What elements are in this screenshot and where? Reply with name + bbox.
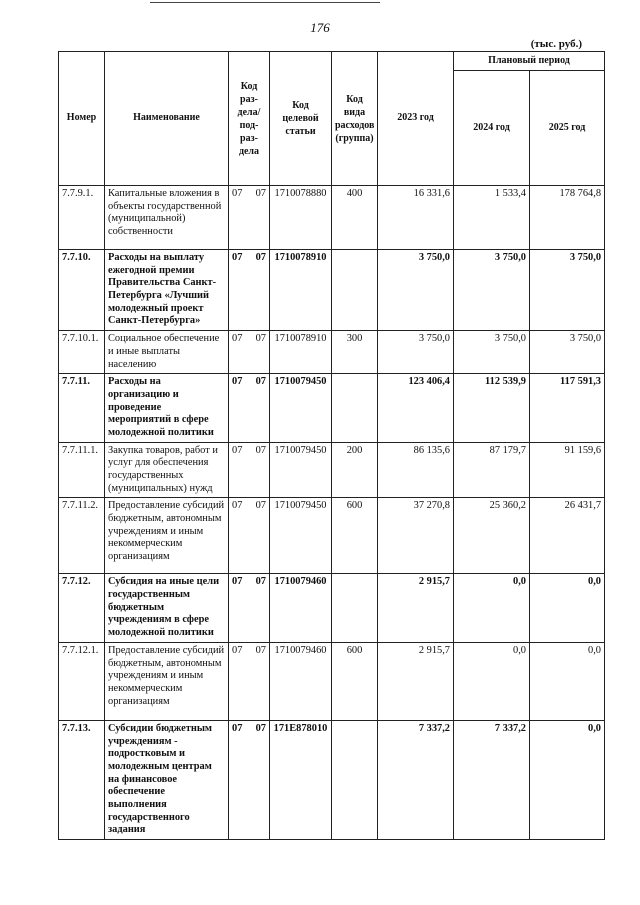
- row-2023: 2 915,7: [378, 642, 454, 720]
- row-2024: 25 360,2: [454, 498, 530, 574]
- row-2023: 2 915,7: [378, 574, 454, 642]
- row-2024: 0,0: [454, 574, 530, 642]
- row-2024: 3 750,0: [454, 331, 530, 374]
- row-name: Социальное обеспечение и иные выплаты населению: [105, 331, 229, 374]
- row-section-code: 07: [232, 576, 243, 588]
- row-kind: 400: [332, 186, 378, 250]
- row-kind: [332, 374, 378, 442]
- row-section: [229, 374, 270, 442]
- row-name: Расходы на организацию и проведение мероприятий в сфере молодежной политики: [105, 374, 229, 442]
- row-name: Предоставление субсидий бюджетным, автономным учреждениям и иным некоммерческим организациям: [105, 642, 229, 720]
- table-row: [59, 498, 605, 574]
- row-section: [229, 642, 270, 720]
- row-2024: 1 533,4: [454, 186, 530, 250]
- row-article: 1710079460: [270, 642, 332, 720]
- row-subsection-code: 07: [255, 376, 266, 388]
- row-section-code: 07: [232, 333, 243, 345]
- row-number: 7.7.9.1.: [59, 186, 105, 250]
- top-rule: [150, 2, 380, 3]
- row-2025: 3 750,0: [530, 250, 605, 331]
- row-kind: [332, 574, 378, 642]
- row-name: Субсидии бюджетным учреждениям - подростковым и молодежным центрам на финансовое обеспечение выполнения государственного задания: [105, 720, 229, 839]
- row-2025: 0,0: [530, 720, 605, 839]
- row-article: 1710079450: [270, 498, 332, 574]
- table-row: [59, 331, 605, 374]
- header-2023: 2023 год: [378, 52, 454, 186]
- header-row: [59, 52, 605, 71]
- row-number: 7.7.12.: [59, 574, 105, 642]
- row-section-code: 07: [232, 500, 243, 512]
- row-section: [229, 574, 270, 642]
- row-section-code: 07: [232, 252, 243, 263]
- units-label: (тыс. руб.): [530, 38, 582, 50]
- row-subsection-code: 07: [255, 722, 266, 734]
- row-article: 1710078910: [270, 250, 332, 331]
- row-2025: 26 431,7: [530, 498, 605, 574]
- row-kind: 300: [332, 331, 378, 374]
- row-number: 7.7.11.2.: [59, 498, 105, 574]
- row-name: Расходы на выплату ежегодной премии Правительства Санкт-Петербурга «Лучший молодежный проект Санкт-Петербурга»: [105, 250, 229, 331]
- row-number: 7.7.12.1.: [59, 642, 105, 720]
- row-kind: [332, 250, 378, 331]
- row-section-code: 07: [232, 376, 243, 388]
- header-2025: 2025 год: [530, 71, 605, 186]
- row-2023: 86 135,6: [378, 442, 454, 498]
- row-kind: 600: [332, 498, 378, 574]
- row-article: 1710079460: [270, 574, 332, 642]
- row-2025: 117 591,3: [530, 374, 605, 442]
- row-subsection-code: 07: [255, 333, 266, 345]
- row-section-code: 07: [232, 444, 243, 456]
- row-2025: 178 764,8: [530, 186, 605, 250]
- row-section-code: 07: [232, 722, 243, 734]
- budget-table: [58, 51, 605, 840]
- row-2023: 7 337,2: [378, 720, 454, 839]
- row-article: 1710078910: [270, 331, 332, 374]
- row-2024: 87 179,7: [454, 442, 530, 498]
- header-article: Код целевой статьи: [270, 52, 332, 186]
- row-2024: 0,0: [454, 642, 530, 720]
- row-article: 171E878010: [270, 720, 332, 839]
- row-number: 7.7.10.1.: [59, 331, 105, 374]
- table-row: [59, 642, 605, 720]
- table-row: [59, 374, 605, 442]
- header-plan-period: Плановый период: [454, 52, 605, 71]
- row-section-code: 07: [232, 188, 243, 199]
- page-number: 176: [310, 20, 330, 35]
- row-name: Субсидия на иные цели государственным бюджетным учреждениям в сфере молодежной политики: [105, 574, 229, 642]
- row-section: [229, 720, 270, 839]
- row-2023: 37 270,8: [378, 498, 454, 574]
- row-subsection-code: 07: [255, 644, 266, 656]
- row-2025: 0,0: [530, 574, 605, 642]
- row-subsection-code: 07: [255, 188, 266, 199]
- table-row: [59, 186, 605, 250]
- row-kind: [332, 720, 378, 839]
- row-article: 1710079450: [270, 442, 332, 498]
- table-row: [59, 720, 605, 839]
- row-2024: 112 539,9: [454, 374, 530, 442]
- header-2024: 2024 год: [454, 71, 530, 186]
- row-name: Предоставление субсидий бюджетным, автономным учреждениям и иным некоммерческим организациям: [105, 498, 229, 574]
- row-section-code: 07: [232, 644, 243, 656]
- table-row: [59, 574, 605, 642]
- row-2025: 0,0: [530, 642, 605, 720]
- row-article: 1710079450: [270, 374, 332, 442]
- row-name: Закупка товаров, работ и услуг для обеспечения государственных (муниципальных) нужд: [105, 442, 229, 498]
- row-number: 7.7.11.1.: [59, 442, 105, 498]
- header-number: Номер: [59, 52, 105, 186]
- row-kind: 200: [332, 442, 378, 498]
- row-section: [229, 442, 270, 498]
- header-name: Наименование: [105, 52, 229, 186]
- row-kind: 600: [332, 642, 378, 720]
- row-2025: 3 750,0: [530, 331, 605, 374]
- row-section: [229, 186, 270, 250]
- row-article: 1710078880: [270, 186, 332, 250]
- row-2023: 16 331,6: [378, 186, 454, 250]
- row-subsection-code: 07: [255, 576, 266, 588]
- table-row: [59, 250, 605, 331]
- row-name: Капитальные вложения в объекты государственной (муниципальной) собственности: [105, 186, 229, 250]
- table-row: [59, 442, 605, 498]
- row-subsection-code: 07: [255, 444, 266, 456]
- row-2025: 91 159,6: [530, 442, 605, 498]
- row-subsection-code: 07: [255, 252, 266, 263]
- header-section: Код раз- дела/ под- раз- дела: [229, 52, 270, 186]
- table-body: [59, 186, 605, 840]
- row-2023: 3 750,0: [378, 250, 454, 331]
- header-kind: Код вида расходов (группа): [332, 52, 378, 186]
- row-section: [229, 250, 270, 331]
- row-section: [229, 498, 270, 574]
- row-2024: 7 337,2: [454, 720, 530, 839]
- row-number: 7.7.10.: [59, 250, 105, 331]
- row-2023: 123 406,4: [378, 374, 454, 442]
- row-2023: 3 750,0: [378, 331, 454, 374]
- row-number: 7.7.11.: [59, 374, 105, 442]
- row-2024: 3 750,0: [454, 250, 530, 331]
- row-number: 7.7.13.: [59, 720, 105, 839]
- row-section: [229, 331, 270, 374]
- row-subsection-code: 07: [255, 500, 266, 512]
